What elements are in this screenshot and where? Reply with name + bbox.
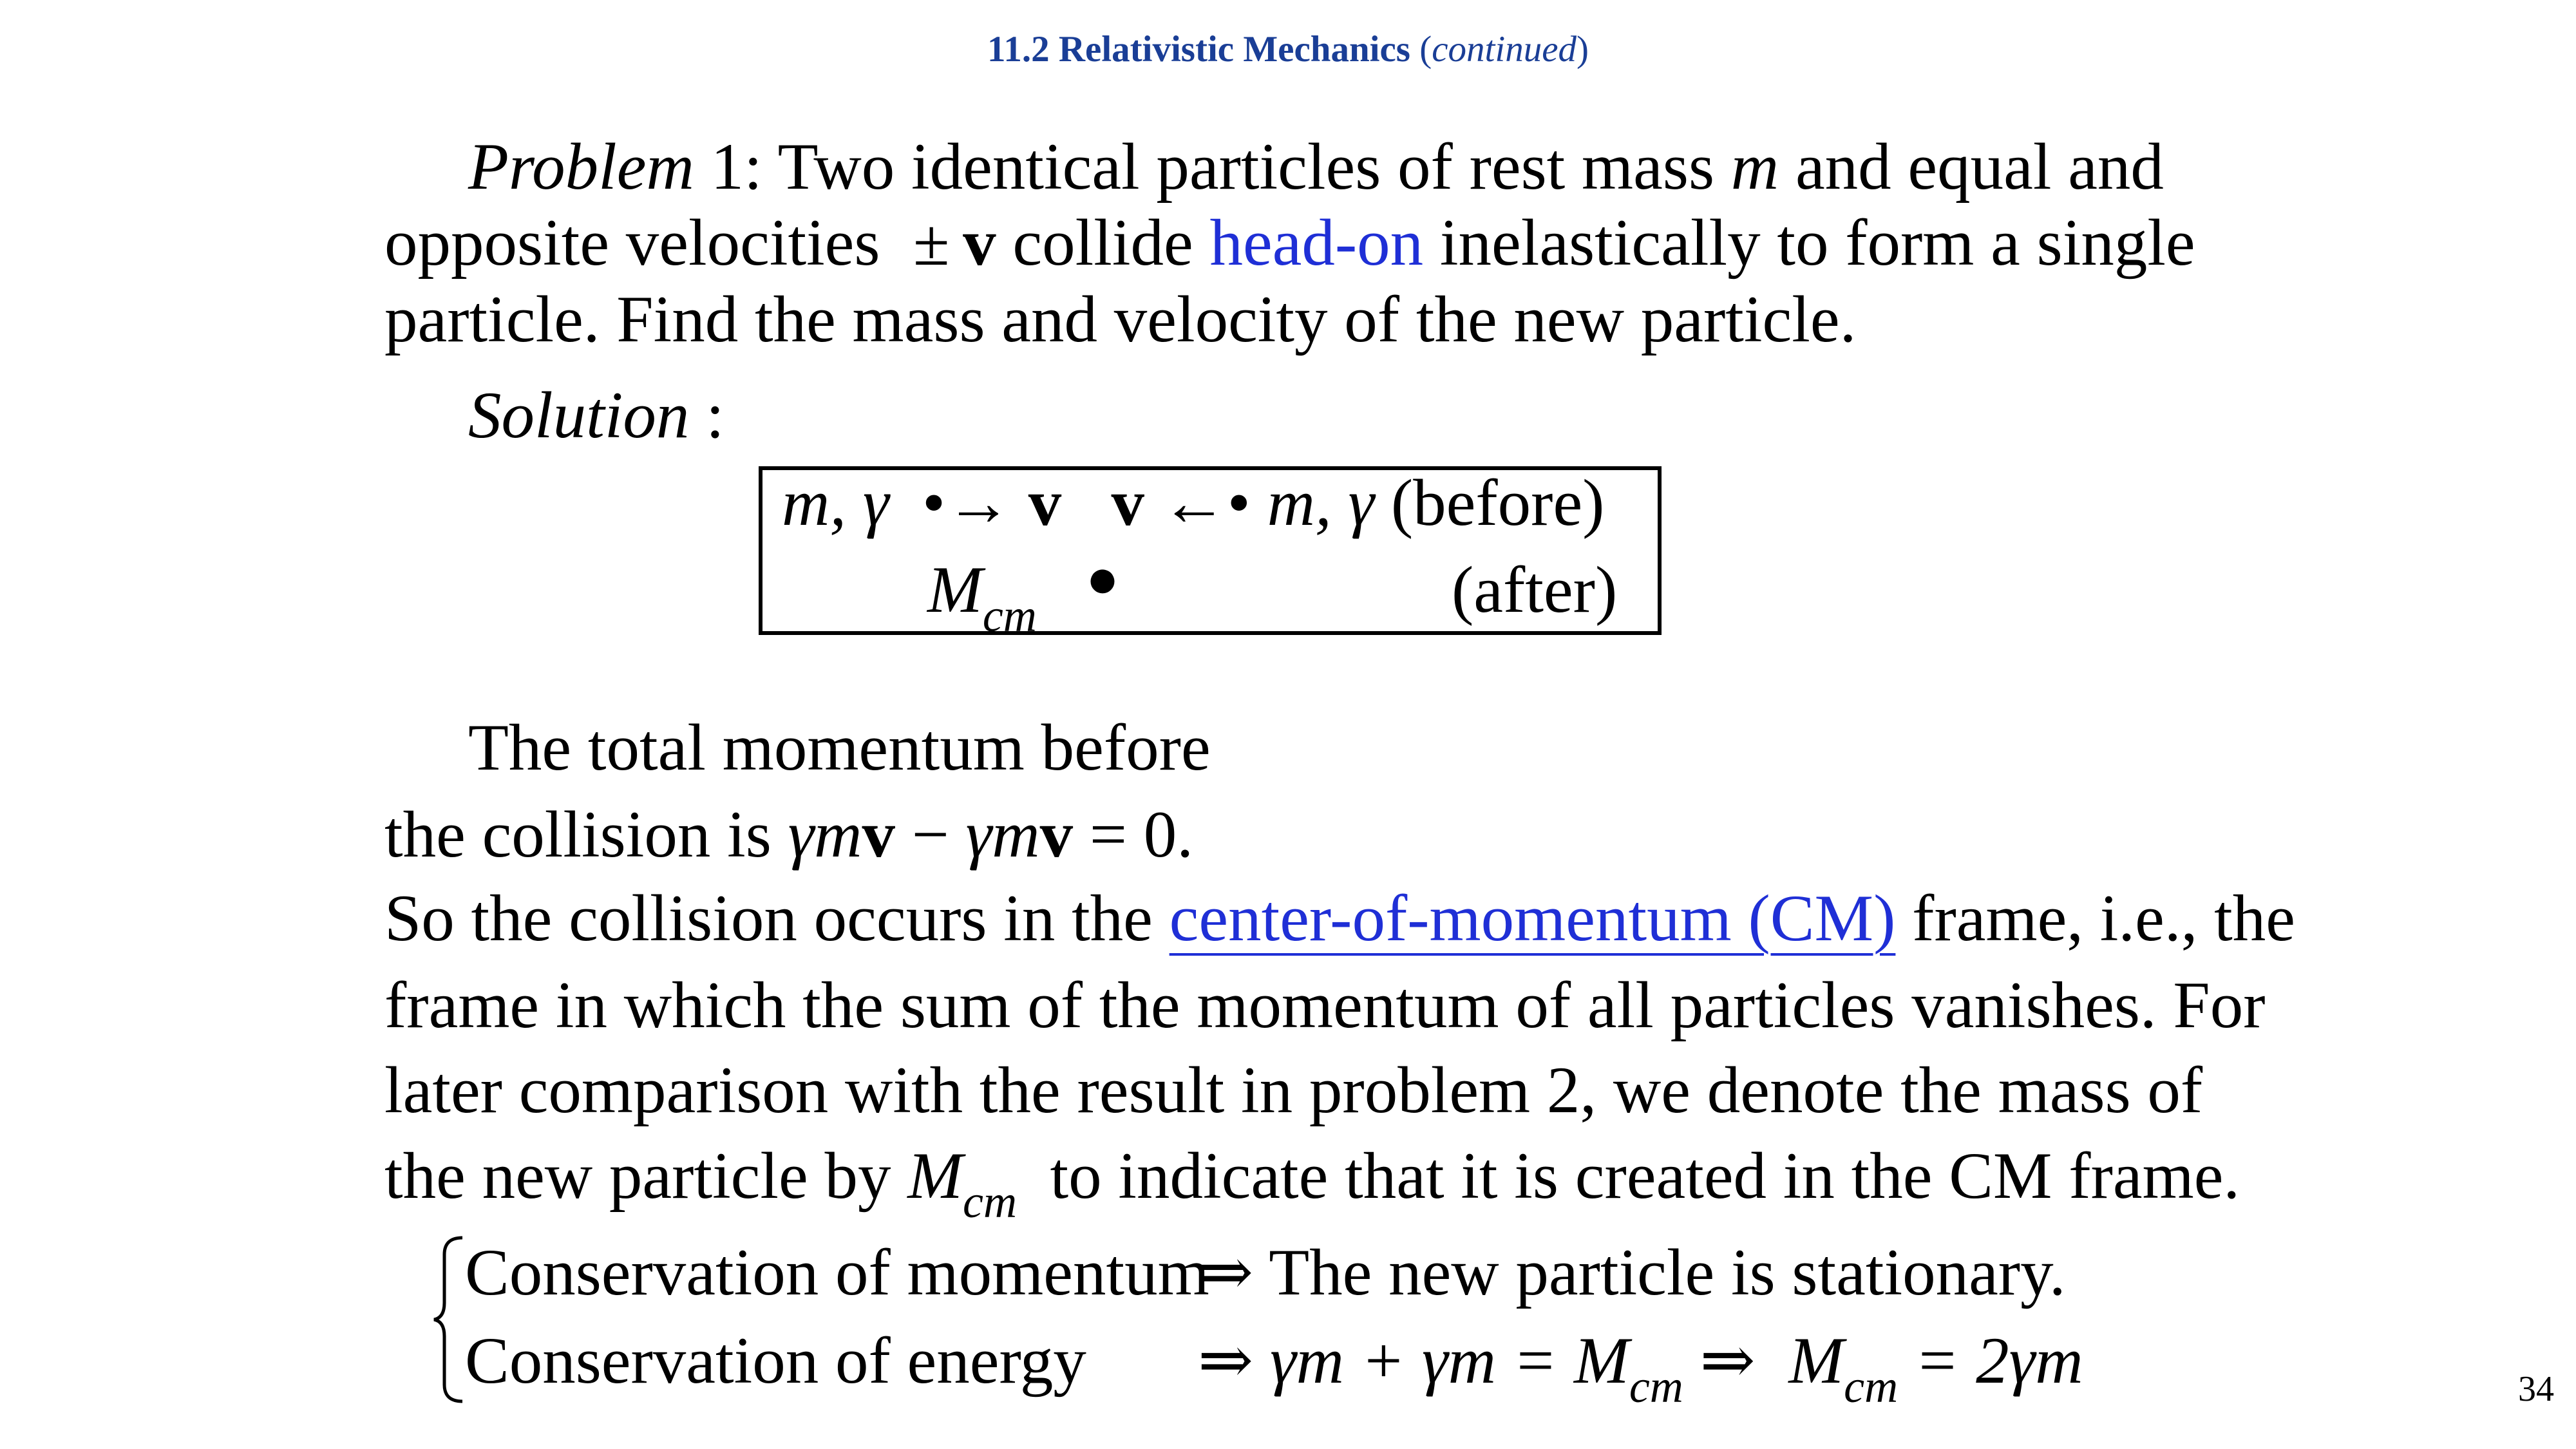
left-brace-icon [430, 1235, 469, 1404]
problem-label: Problem [468, 130, 694, 204]
problem-number: 1 [694, 130, 744, 204]
diagram-before-row: m, γ •→ v v ←• m, γ (before) [782, 466, 1605, 540]
cm-line-1: So the collision occurs in the center-of-momentum (CM) frame, i.e., the [384, 882, 2295, 955]
slide-header [0, 28, 2576, 70]
cm-frame-link[interactable]: center-of-momentum (CM) [1169, 882, 1896, 955]
cm-line-3: later comparison with the result in problem 2, we denote the mass of [384, 1054, 2203, 1127]
problem-line-1: Problem 1: Two identical particles of rest mass m and equal and [468, 130, 2164, 204]
paren-open: ( [1410, 29, 1432, 70]
momentum-line-1: The total momentum before [468, 711, 1211, 784]
diagram-after-mass: $M_{cm}$ [927, 553, 1037, 641]
solution-heading: Solution : [468, 379, 724, 452]
section-title: 11.2 Relativistic Mechanics [987, 29, 1410, 70]
conservation-energy-equation: ⇒ $\gamma m + \gamma m = M_{cm}$ ⇒ $M_{cm} = 2\gamma m$ [1198, 1324, 2083, 1412]
page-number: 34 [2518, 1369, 2554, 1409]
conservation-energy-label: Conservation of energy [465, 1324, 1086, 1397]
problem-line-3: particle. Find the mass and velocity of the new particle. [384, 283, 1857, 356]
after-label: (after) [1452, 553, 1618, 627]
paren-close: ) [1577, 29, 1589, 70]
combined-particle-dot: ● [1086, 547, 1119, 609]
conservation-momentum-label: Conservation of momentum [465, 1236, 1209, 1309]
before-label: (before) [1390, 466, 1605, 540]
momentum-line-2: the collision is γmv − γmv = 0. [384, 798, 1193, 871]
head-on-link[interactable]: head-on [1209, 206, 1424, 279]
cm-line-4: the new particle by $M_{cm}$ to indicate that it is created in the CM frame. [384, 1139, 2240, 1227]
continued-label: continued [1432, 29, 1577, 70]
problem-line-2: opposite velocities ± v collide head-on inelastically to form a single [384, 206, 2195, 279]
cm-line-2: frame in which the sum of the momentum of all particles vanishes. For [384, 969, 2266, 1042]
conservation-momentum-result: ⇒ The new particle is stationary. [1198, 1236, 2066, 1309]
